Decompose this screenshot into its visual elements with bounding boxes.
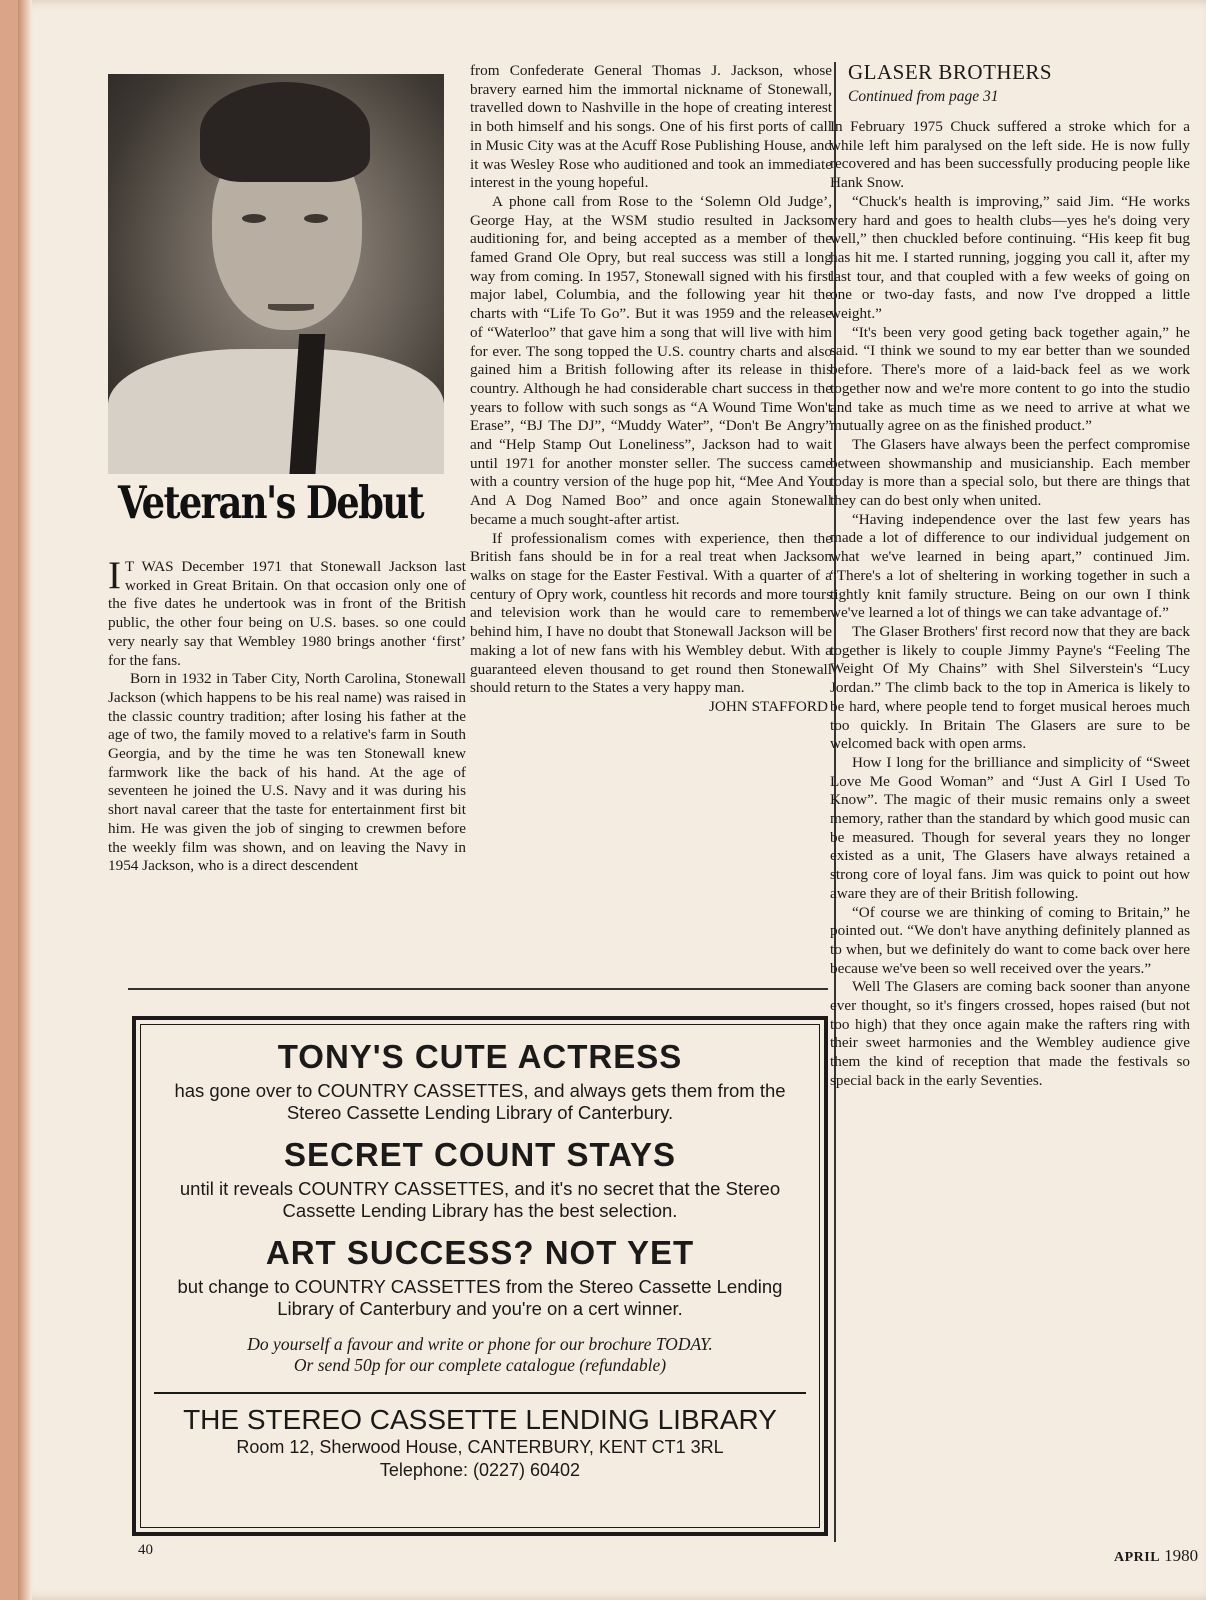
ad-call-to-action: Or send 50p for our complete catalogue (refundable) bbox=[293, 1355, 667, 1375]
article-divider bbox=[128, 988, 828, 990]
continued-from-note: Continued from page 31 bbox=[848, 88, 999, 105]
ad-body: has gone over to COUNTRY CASSETTES, and always gets them from the Stereo Cassette Lending Library of Canterbury. bbox=[174, 1080, 786, 1123]
article-paragraph: If professionalism comes with experience, then the British fans should be in for a real treat when Jackson walks on stage for the Easter Festival. With a quarter of a century of Opry work, countless hit records and more tours and television work than he would care to remember behind him, I have no doubt that Stonewall Jackson will be making a lot of new fans with his Wembley debut. With a guaranteed eleven thousand to get round then Stonewall should return to the States a very happy man. bbox=[470, 529, 832, 697]
article-paragraph: from Confederate General Thomas J. Jackson, whose bravery earned him the immortal nickname of Stonewall, travelled down to Nashville in the hope of creating interest in both himself and his songs. One of his first ports of call in Music City was at the Acuff Rose Publishing House, and it was Wesley Rose who auditioned and took an immediate interest in the young hopeful. bbox=[470, 62, 832, 192]
cassette-library-advert bbox=[132, 1016, 828, 1536]
ad-library-name: THE STEREO CASSETTE LENDING LIBRARY bbox=[183, 1404, 777, 1435]
glaser-paragraph: The Glasers have always been the perfect compromise between showmanship and musicianship. Each member today is more than a special solo, but there are things that they can do best only when united. bbox=[830, 435, 1190, 510]
magazine-page bbox=[18, 0, 1206, 1600]
glaser-paragraph: “Having independence over the last few years has made a lot of difference to our individual judgement on what we've learned in being apart,” continued Jim. “There's a lot of sheltering in working together in such a tightly knit family structure. Being on our own I think we've learned a lot of things we can take advantage of.” bbox=[830, 510, 1190, 622]
article-headline: Veteran's Debut bbox=[118, 476, 423, 529]
ad-body: until it reveals COUNTRY CASSETTES, and it's no secret that the Stereo Cassette Lending Library has the best selection. bbox=[179, 1178, 781, 1221]
ad-phone: Telephone: (0227) 60402 bbox=[379, 1460, 581, 1480]
glaser-paragraph: Well The Glasers are coming back sooner than anyone ever thought, so it's fingers crossed, hopes raised (but not too high) that they once again make the rafters ring with their sweet harmonies and the Wembley audience give them the kind of reception that made the festivals so special back in the early Seventies. bbox=[830, 978, 1190, 1089]
ad-heading: SECRET COUNT STAYS bbox=[283, 1136, 677, 1173]
drop-cap: I bbox=[108, 554, 121, 597]
article-column-2 bbox=[470, 62, 832, 717]
ad-body: but change to COUNTRY CASSETTES from the Stereo Cassette Lending Library of Canterbury and you're on a cert winner. bbox=[177, 1276, 783, 1319]
article-paragraph: A phone call from Rose to the ‘Solemn Old Judge’, George Hay, at the WSM studio resulted in Jackson auditioning for, and being accepted as a member of the famed Grand Ole Opry, but real success was still a long way from coming. In 1957, Stonewall signed with his first major label, Columbia, and the following year hit the charts with “Life To Go”. But it was 1959 and the release of “Waterloo” that gave him a song that will live with him for ever. The song topped the U.S. country charts and also gained him a British following after its release in this country. Although he had considerable chart success in the years to follow with such songs as “A Wound Time Won't Erase”, “BJ The DJ”, “Muddy Water”, “Don't Be Angry” and “Help Stamp Out Loneliness”, Jackson had to wait until 1971 for another monster seller. The success came with a country version of the huge pop hit, “Mee And You And A Dog Named Boo” and once again Stonewall became a much sought-after artist. bbox=[470, 192, 832, 528]
glaser-column bbox=[830, 118, 1190, 1091]
ad-call-to-action: Do yourself a favour and write or phone for our brochure TODAY. bbox=[247, 1334, 713, 1354]
glaser-paragraph: The Glaser Brothers' first record now that they are back together is likely to couple Jimmy Payne's “Feeling The Weight Of My Chains” with Shel Silverstein's “Lucy Jordan.” The climb back to the top in America is likely to be hard, where people tend to forget musical heroes much too quickly. In Britain The Glasers are sure to be welcomed back with open arms. bbox=[830, 622, 1190, 753]
glaser-headline: GLASER BROTHERS bbox=[848, 60, 1053, 84]
glaser-paragraph: “Chuck's health is improving,” said Jim. “He works very hard and goes to health clubs—yes he's doing very well,” then chuckled before continuing. “His keep fit bug has hit me. I started running, jogging you call it, after my last tour, and that coupled with a few weeks of going on one or two-day fasts, and now I've dropped a little weight.” bbox=[830, 192, 1190, 323]
article-column-1 bbox=[108, 554, 466, 876]
ad-heading: ART SUCCESS? NOT YET bbox=[265, 1234, 695, 1271]
glaser-paragraph: How I long for the brilliance and simplicity of “Sweet Love Me Good Woman” and “Just A Girl I Used To Know”. The magic of their music remains only a sweet memory, rather than the standard by which good music can be measured. Though for several years they no longer existed as a unit, The Glasers have always retained a strong core of loyal fans. Jim was quick to point out how aware they are of their British following. bbox=[830, 753, 1190, 902]
article-paragraph: I T WAS December 1971 that Stonewall Jackson last worked in Great Britain. On that occasion only one of the five dates he undertook was in front of the British public, the other four being on U.S. bases. so one could very nearly say that Wembley 1980 brings another ‘first’ for the fans. bbox=[108, 554, 466, 669]
issue-date: APRIL 1980 bbox=[1114, 1546, 1199, 1565]
byline: JOHN STAFFORD bbox=[708, 697, 828, 715]
glaser-paragraph: “Of course we are thinking of coming to Britain,” he pointed out. “We don't have anything definitely planned as to when, but we definitely do want to come back over here because we've been so well received over the years.” bbox=[830, 903, 1190, 977]
ad-address: Room 12, Sherwood House, CANTERBURY, KENT CT1 3RL bbox=[236, 1437, 724, 1457]
ad-divider bbox=[154, 1392, 806, 1394]
glaser-paragraph: “It's been very good geting back together again,” he said. “I think we sound to my ear better than we sounded before. There's more of a laid-back feel as we work together now and we're more content to go into the studio and take as much time as we need to arrive at what we mutually agree on as the finished product.” bbox=[830, 323, 1190, 435]
article-paragraph: Born in 1932 in Taber City, North Carolina, Stonewall Jackson (which happens to be his real name) was raised in the classic country tradition; after losing his father at the age of two, the family moved to a relative's farm in South Georgia, and by the time he was ten Stonewall knew farmwork like the back of his hand. At the age of seventeen he joined the U.S. Navy and it was during his short naval career that the taste for entertainment first bit him. He was given the job of singing to crewmen before the weekly film was shown, and on leaving the Navy in 1954 Jackson, who is a direct descendent bbox=[108, 670, 466, 875]
ad-heading: TONY'S CUTE ACTRESS bbox=[277, 1038, 683, 1075]
page-number: 40 bbox=[138, 1542, 153, 1558]
glaser-paragraph: In February 1975 Chuck suffered a stroke which for a while left him paralysed on the left side. He is now fully recovered and has been successfully producing people like Hank Snow. bbox=[830, 118, 1190, 192]
stonewall-jackson-photo bbox=[108, 74, 444, 474]
